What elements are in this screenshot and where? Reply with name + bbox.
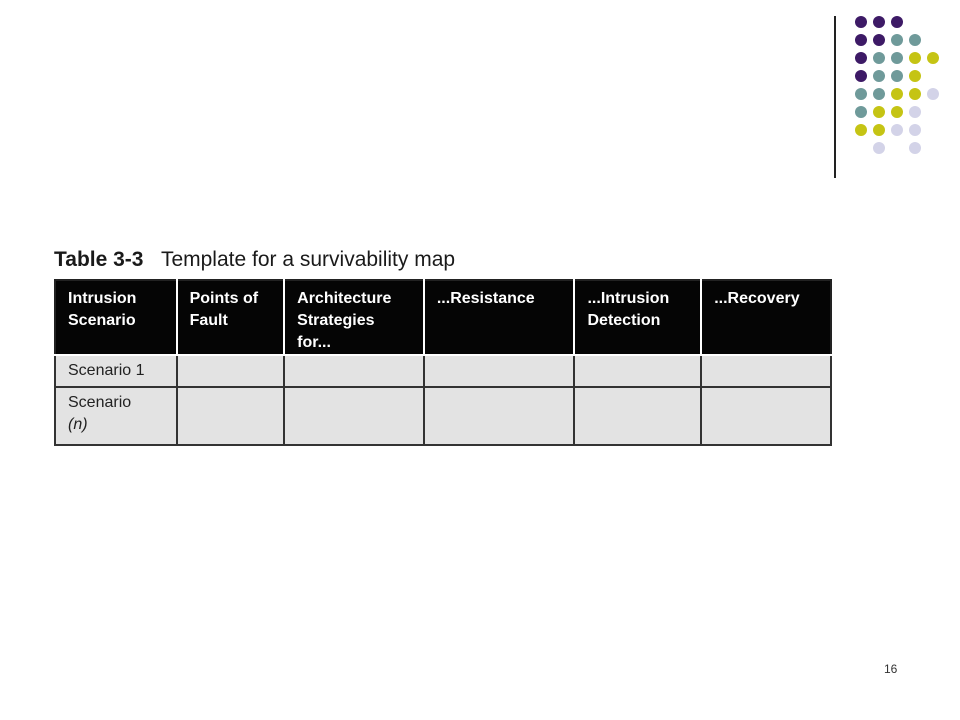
decorative-dot [891,34,903,46]
decorative-dot [909,88,921,100]
decorative-dot [855,124,867,136]
table-cell [424,387,575,445]
decorative-dot [855,106,867,118]
header-points-of-fault: Points of Fault [177,280,285,355]
header-resistance: ...Resistance [424,280,575,355]
decorative-dot [891,16,903,28]
header-intrusion-detection: ...Intrusion Detection [574,280,701,355]
table-cell [574,355,701,387]
decorative-dot [855,52,867,64]
decorative-dot [927,52,939,64]
header-architecture-strategies: Architecture Strategies for... [284,280,424,355]
decorative-dot-grid [0,0,960,200]
decorative-dot [891,52,903,64]
decorative-dot [873,70,885,82]
header-intrusion-scenario: Intrusion Scenario [55,280,177,355]
decorative-dot [873,88,885,100]
table-row [55,387,831,445]
table-cell [701,387,831,445]
decorative-dot [855,70,867,82]
page-number: 16 [884,662,898,676]
table-row [55,355,831,387]
decorative-dot [855,34,867,46]
decorative-dot [855,16,867,28]
row-label: Scenario (n) [55,387,177,445]
decorative-divider-line [834,16,836,178]
table-title: Template for a survivability map [160,248,456,271]
decorative-dot [909,52,921,64]
decorative-dot [891,124,903,136]
decorative-dot [927,88,939,100]
table-cell [424,355,575,387]
row-label-suffix: (n) [68,416,88,433]
table-cell [177,355,285,387]
decorative-dot [873,34,885,46]
decorative-dot [891,106,903,118]
decorative-dot [855,88,867,100]
decorative-dot [909,34,921,46]
decorative-dot [891,70,903,82]
decorative-dot [891,88,903,100]
table-cell [177,387,285,445]
decorative-dot [873,106,885,118]
row-label: Scenario 1 [55,355,177,387]
header-recovery: ...Recovery [701,280,831,355]
decorative-dot [873,124,885,136]
table-cell [574,387,701,445]
decorative-dot [909,124,921,136]
decorative-dot [873,16,885,28]
decorative-dot [873,142,885,154]
table-header-row [55,280,831,355]
table-cell [284,387,424,445]
decorative-dot [909,142,921,154]
table-caption [54,248,455,272]
decorative-dot [873,52,885,64]
decorative-dot [909,70,921,82]
table-number: Table 3-3 [54,248,144,271]
survivability-map-table [54,279,832,446]
table-cell [284,355,424,387]
decorative-dot [909,106,921,118]
table-cell [701,355,831,387]
